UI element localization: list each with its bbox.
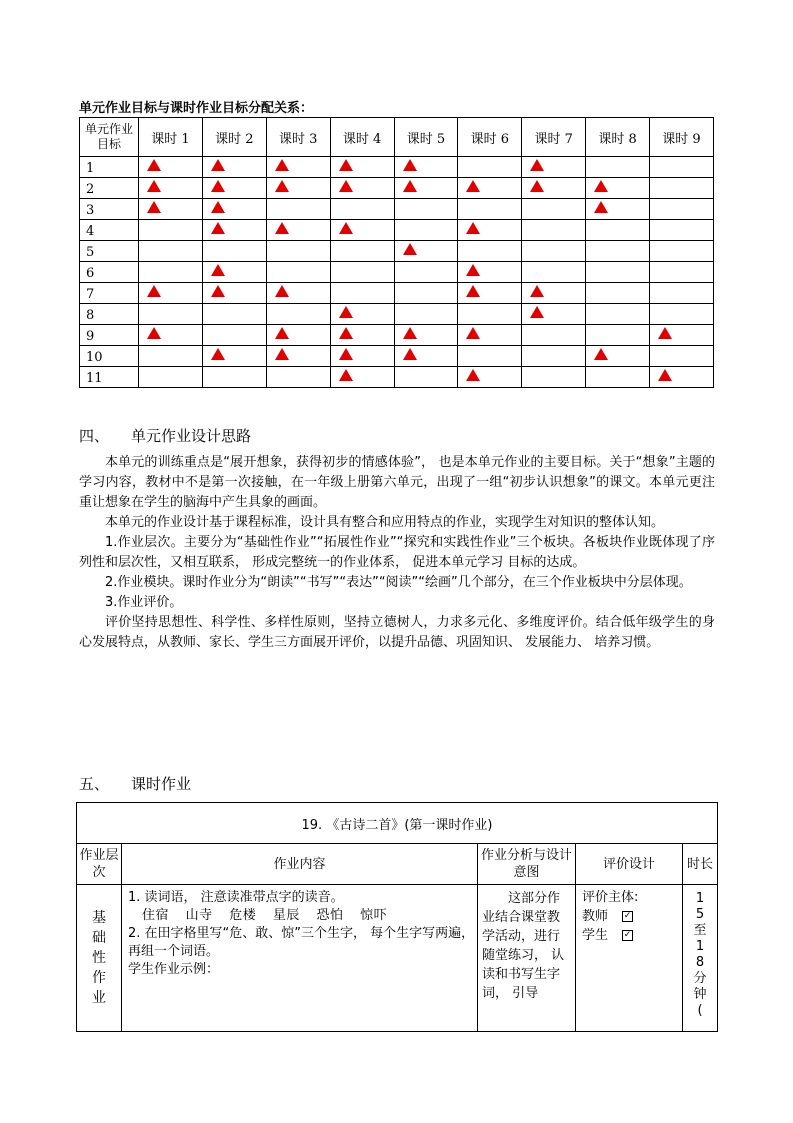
matrix-col-header: 课时 6 bbox=[458, 118, 522, 157]
triangle-mark-icon bbox=[403, 348, 417, 360]
matrix-cell bbox=[266, 367, 330, 388]
triangle-mark-icon bbox=[275, 180, 289, 192]
triangle-mark-icon bbox=[211, 222, 225, 234]
header-time: 时长 bbox=[683, 844, 718, 885]
header-eval: 评价设计 bbox=[576, 844, 683, 885]
triangle-mark-icon bbox=[403, 243, 417, 255]
matrix-cell bbox=[266, 199, 330, 220]
matrix-cell bbox=[266, 220, 330, 241]
triangle-mark-icon bbox=[530, 159, 544, 171]
triangle-mark-icon bbox=[211, 159, 225, 171]
triangle-mark-icon bbox=[275, 348, 289, 360]
matrix-cell bbox=[650, 241, 714, 262]
matrix-cell bbox=[650, 304, 714, 325]
triangle-mark-icon bbox=[403, 180, 417, 192]
matrix-row-label: 9 bbox=[80, 325, 139, 346]
triangle-mark-icon bbox=[530, 180, 544, 192]
content-example: 学生作业示例： bbox=[128, 962, 220, 977]
triangle-mark-icon bbox=[339, 306, 353, 318]
triangle-mark-icon bbox=[211, 264, 225, 276]
matrix-cell bbox=[202, 157, 266, 178]
matrix-cell bbox=[650, 157, 714, 178]
homework-level bbox=[77, 885, 122, 1032]
matrix-col-header: 课时 5 bbox=[394, 118, 458, 157]
triangle-mark-icon bbox=[147, 327, 161, 339]
triangle-mark-icon bbox=[530, 285, 544, 297]
matrix-row-label: 5 bbox=[80, 241, 139, 262]
matrix-header-row bbox=[80, 118, 714, 157]
matrix-col-header: 课时 9 bbox=[650, 118, 714, 157]
triangle-mark-icon bbox=[466, 327, 480, 339]
section-5-number: 五、 bbox=[79, 775, 110, 793]
matrix-cell bbox=[586, 262, 650, 283]
matrix-cell bbox=[522, 262, 586, 283]
section-4-title: 单元作业设计思路 bbox=[131, 427, 252, 445]
matrix-cell bbox=[458, 346, 522, 367]
triangle-mark-icon bbox=[466, 285, 480, 297]
matrix-cell bbox=[330, 157, 394, 178]
matrix-cell bbox=[202, 346, 266, 367]
matrix-row bbox=[80, 199, 714, 220]
triangle-mark-icon bbox=[466, 222, 480, 234]
matrix-cell bbox=[139, 199, 203, 220]
matrix-cell bbox=[458, 220, 522, 241]
matrix-row-label: 2 bbox=[80, 178, 139, 199]
matrix-cell bbox=[458, 157, 522, 178]
homework-table bbox=[76, 802, 718, 1032]
matrix-cell bbox=[202, 262, 266, 283]
matrix-cell bbox=[458, 325, 522, 346]
matrix-cell bbox=[522, 367, 586, 388]
matrix-cell bbox=[330, 262, 394, 283]
matrix-cell bbox=[266, 157, 330, 178]
matrix-cell bbox=[522, 178, 586, 199]
section-4-number: 四、 bbox=[79, 427, 110, 445]
matrix-row-label: 4 bbox=[80, 220, 139, 241]
eval-label: 评价主体: bbox=[582, 890, 639, 905]
matrix-cell bbox=[330, 304, 394, 325]
matrix-cell bbox=[266, 241, 330, 262]
matrix-cell bbox=[266, 262, 330, 283]
matrix-row bbox=[80, 346, 714, 367]
eval-teacher-label: 教师 bbox=[582, 909, 609, 924]
matrix-cell bbox=[394, 199, 458, 220]
matrix-row-label: 1 bbox=[80, 157, 139, 178]
matrix-cell bbox=[650, 325, 714, 346]
matrix-col-header: 课时 7 bbox=[522, 118, 586, 157]
matrix-cell bbox=[139, 283, 203, 304]
triangle-mark-icon bbox=[339, 327, 353, 339]
matrix-cell bbox=[202, 283, 266, 304]
paragraph: 1.作业层次。主要分为“基础性作业”“拓展性作业”“探究和实践性作业”三个板块。各板块作业既体现了序列性和层次性，又相互联系， 形成完整统一的作业体系， 促进本单元学习 目标的达成。 bbox=[79, 535, 715, 570]
matrix-cell bbox=[458, 241, 522, 262]
matrix-cell bbox=[330, 241, 394, 262]
paragraph: 2.作业模块。课时作业分为“朗读”“书写”“表达”“阅读”“绘画”几个部分，在三个作业板块中分层体现。 bbox=[105, 575, 692, 590]
triangle-mark-icon bbox=[211, 348, 225, 360]
matrix-row bbox=[80, 283, 714, 304]
matrix-cell bbox=[330, 325, 394, 346]
matrix-row bbox=[80, 262, 714, 283]
triangle-mark-icon bbox=[594, 201, 608, 213]
matrix-row-label: 8 bbox=[80, 304, 139, 325]
triangle-mark-icon bbox=[339, 222, 353, 234]
homework-title: 19. 《古诗二首》(第一课时作业) bbox=[77, 803, 718, 844]
triangle-mark-icon bbox=[339, 348, 353, 360]
triangle-mark-icon bbox=[147, 285, 161, 297]
triangle-mark-icon bbox=[275, 222, 289, 234]
triangle-mark-icon bbox=[275, 327, 289, 339]
matrix-cell bbox=[394, 304, 458, 325]
triangle-mark-icon bbox=[211, 180, 225, 192]
matrix-col-header: 课时 3 bbox=[266, 118, 330, 157]
matrix-cell bbox=[202, 178, 266, 199]
matrix-cell bbox=[139, 157, 203, 178]
matrix-row bbox=[80, 325, 714, 346]
matrix-cell bbox=[522, 283, 586, 304]
paragraph: 评价坚持思想性、科学性、多样性原则，坚持立德树人，力求多元化、多维度评价。结合低年级学生的身心发展特点，从教师、家长、学生三方面展开评价，以提升品德、巩固知识、 发展能力、 培养习惯。 bbox=[79, 615, 715, 650]
matrix-cell bbox=[266, 283, 330, 304]
matrix-row bbox=[80, 304, 714, 325]
matrix-cell bbox=[394, 178, 458, 199]
student-checkbox[interactable]: ✓ bbox=[623, 930, 632, 940]
matrix-row bbox=[80, 367, 714, 388]
matrix-cell bbox=[586, 346, 650, 367]
triangle-mark-icon bbox=[147, 180, 161, 192]
triangle-mark-icon bbox=[594, 180, 608, 192]
matrix-cell bbox=[586, 283, 650, 304]
matrix-cell bbox=[202, 325, 266, 346]
matrix-cell bbox=[202, 241, 266, 262]
matrix-row bbox=[80, 241, 714, 262]
section-4-body bbox=[79, 453, 715, 653]
triangle-mark-icon bbox=[211, 285, 225, 297]
content-item-1: 1. 读词语， 注意读准带点字的读音。 bbox=[128, 890, 344, 905]
matrix-cell bbox=[586, 178, 650, 199]
level-text: 基础性作业 bbox=[92, 910, 106, 1006]
matrix-cell bbox=[650, 220, 714, 241]
matrix-cell bbox=[394, 325, 458, 346]
matrix-cell bbox=[586, 220, 650, 241]
matrix-row-label: 7 bbox=[80, 283, 139, 304]
matrix-cell bbox=[586, 325, 650, 346]
matrix-cell bbox=[586, 199, 650, 220]
matrix-cell bbox=[650, 262, 714, 283]
matrix-cell bbox=[202, 304, 266, 325]
matrix-col-header: 课时 8 bbox=[586, 118, 650, 157]
matrix-cell bbox=[330, 178, 394, 199]
teacher-checkbox[interactable]: ✓ bbox=[623, 911, 632, 921]
analysis-text: 这部分作业结合课堂教学活动，进行随堂练习， 认读和书写生字词， 引导 bbox=[482, 891, 565, 1001]
triangle-mark-icon bbox=[339, 180, 353, 192]
triangle-mark-icon bbox=[594, 348, 608, 360]
matrix-cell bbox=[266, 325, 330, 346]
header-level: 作业层次 bbox=[77, 844, 122, 885]
matrix-cell bbox=[266, 346, 330, 367]
triangle-mark-icon bbox=[466, 180, 480, 192]
matrix-cell bbox=[139, 304, 203, 325]
matrix-cell bbox=[394, 367, 458, 388]
matrix-col-header: 课时 1 bbox=[139, 118, 203, 157]
matrix-cell bbox=[139, 325, 203, 346]
matrix-cell bbox=[458, 367, 522, 388]
matrix-cell bbox=[202, 199, 266, 220]
homework-time bbox=[683, 885, 718, 1032]
matrix-row-label: 6 bbox=[80, 262, 139, 283]
matrix-row-label: 11 bbox=[80, 367, 139, 388]
matrix-cell bbox=[458, 283, 522, 304]
triangle-mark-icon bbox=[147, 201, 161, 213]
content-words: 住宿 山寺 危楼 星辰 恐怕 惊吓 bbox=[142, 908, 388, 923]
content-item-2: 2. 在田字格里写“危、敢、惊”三个生字， 每个生字写两遍，再组一个词语。 bbox=[128, 926, 475, 959]
triangle-mark-icon bbox=[339, 369, 353, 381]
matrix-cell bbox=[586, 304, 650, 325]
eval-teacher-row bbox=[582, 907, 682, 926]
matrix-cell bbox=[394, 262, 458, 283]
eval-student-label: 学生 bbox=[582, 928, 609, 943]
triangle-mark-icon bbox=[466, 369, 480, 381]
matrix-cell bbox=[522, 304, 586, 325]
triangle-mark-icon bbox=[658, 327, 672, 339]
triangle-mark-icon bbox=[211, 201, 225, 213]
homework-analysis bbox=[478, 885, 576, 1032]
matrix-row bbox=[80, 220, 714, 241]
paragraph: 本单元的作业设计基于课程标准，设计具有整合和应用特点的作业，实现学生对知识的整体认知。 bbox=[105, 515, 665, 530]
matrix-cell bbox=[330, 220, 394, 241]
matrix-cell bbox=[650, 346, 714, 367]
matrix-row-label: 3 bbox=[80, 199, 139, 220]
matrix-cell bbox=[650, 199, 714, 220]
matrix-cell bbox=[522, 325, 586, 346]
triangle-mark-icon bbox=[658, 369, 672, 381]
matrix-cell bbox=[650, 178, 714, 199]
matrix-cell bbox=[586, 157, 650, 178]
matrix-cell bbox=[202, 220, 266, 241]
matrix-cell bbox=[139, 178, 203, 199]
header-content: 作业内容 bbox=[122, 844, 478, 885]
matrix-cell bbox=[394, 241, 458, 262]
matrix-row-label: 10 bbox=[80, 346, 139, 367]
matrix-cell bbox=[330, 346, 394, 367]
time-text: 15至18分钟( bbox=[693, 891, 707, 1018]
matrix-cell bbox=[522, 157, 586, 178]
matrix-row bbox=[80, 157, 714, 178]
matrix-cell bbox=[139, 367, 203, 388]
matrix-cell bbox=[266, 178, 330, 199]
matrix-cell bbox=[458, 199, 522, 220]
matrix-corner-label: 单元作业目标 bbox=[80, 118, 139, 157]
matrix-cell bbox=[139, 346, 203, 367]
matrix-cell bbox=[586, 367, 650, 388]
matrix-col-header: 课时 4 bbox=[330, 118, 394, 157]
homework-content bbox=[122, 885, 478, 1032]
matrix-cell bbox=[522, 346, 586, 367]
section-4-heading bbox=[79, 425, 251, 446]
paragraph: 3.作业评价。 bbox=[105, 595, 183, 610]
matrix-cell bbox=[650, 367, 714, 388]
matrix-cell bbox=[394, 220, 458, 241]
matrix-cell bbox=[139, 262, 203, 283]
section-5-heading bbox=[79, 773, 191, 794]
triangle-mark-icon bbox=[275, 159, 289, 171]
matrix-col-header: 课时 2 bbox=[202, 118, 266, 157]
matrix-cell bbox=[139, 241, 203, 262]
matrix-cell bbox=[522, 199, 586, 220]
triangle-mark-icon bbox=[530, 306, 544, 318]
matrix-cell bbox=[458, 178, 522, 199]
paragraph: 本单元的训练重点是“展开想象，获得初步的情感体验”， 也是本单元作业的主要目标。关于“想象”主题的学习内容，教材中不是第一次接触，在一年级上册第六单元，出现了一组“初步认识想象”的课文。本单元更注重让想象在学生的脑海中产生具象的画面。 bbox=[79, 455, 715, 510]
matrix-cell bbox=[522, 220, 586, 241]
section-5-title: 课时作业 bbox=[131, 775, 192, 793]
triangle-mark-icon bbox=[339, 159, 353, 171]
triangle-mark-icon bbox=[403, 327, 417, 339]
triangle-mark-icon bbox=[466, 264, 480, 276]
matrix-row bbox=[80, 178, 714, 199]
matrix-cell bbox=[330, 283, 394, 304]
matrix-cell bbox=[330, 367, 394, 388]
goal-allocation-table bbox=[79, 117, 714, 388]
matrix-cell bbox=[202, 367, 266, 388]
matrix-cell bbox=[586, 241, 650, 262]
matrix-body bbox=[80, 157, 714, 388]
matrix-cell bbox=[139, 220, 203, 241]
matrix-cell bbox=[522, 241, 586, 262]
matrix-cell bbox=[394, 283, 458, 304]
matrix-cell bbox=[458, 304, 522, 325]
homework-eval bbox=[576, 885, 683, 1032]
matrix-title: 单元作业目标与课时作业目标分配关系： bbox=[79, 101, 314, 116]
matrix-cell bbox=[458, 262, 522, 283]
triangle-mark-icon bbox=[403, 159, 417, 171]
matrix-cell bbox=[266, 304, 330, 325]
triangle-mark-icon bbox=[275, 285, 289, 297]
eval-student-row bbox=[582, 926, 682, 945]
matrix-cell bbox=[650, 283, 714, 304]
matrix-cell bbox=[394, 346, 458, 367]
matrix-cell bbox=[330, 199, 394, 220]
header-analysis: 作业分析与设计意图 bbox=[478, 844, 576, 885]
matrix-cell bbox=[394, 157, 458, 178]
triangle-mark-icon bbox=[147, 159, 161, 171]
